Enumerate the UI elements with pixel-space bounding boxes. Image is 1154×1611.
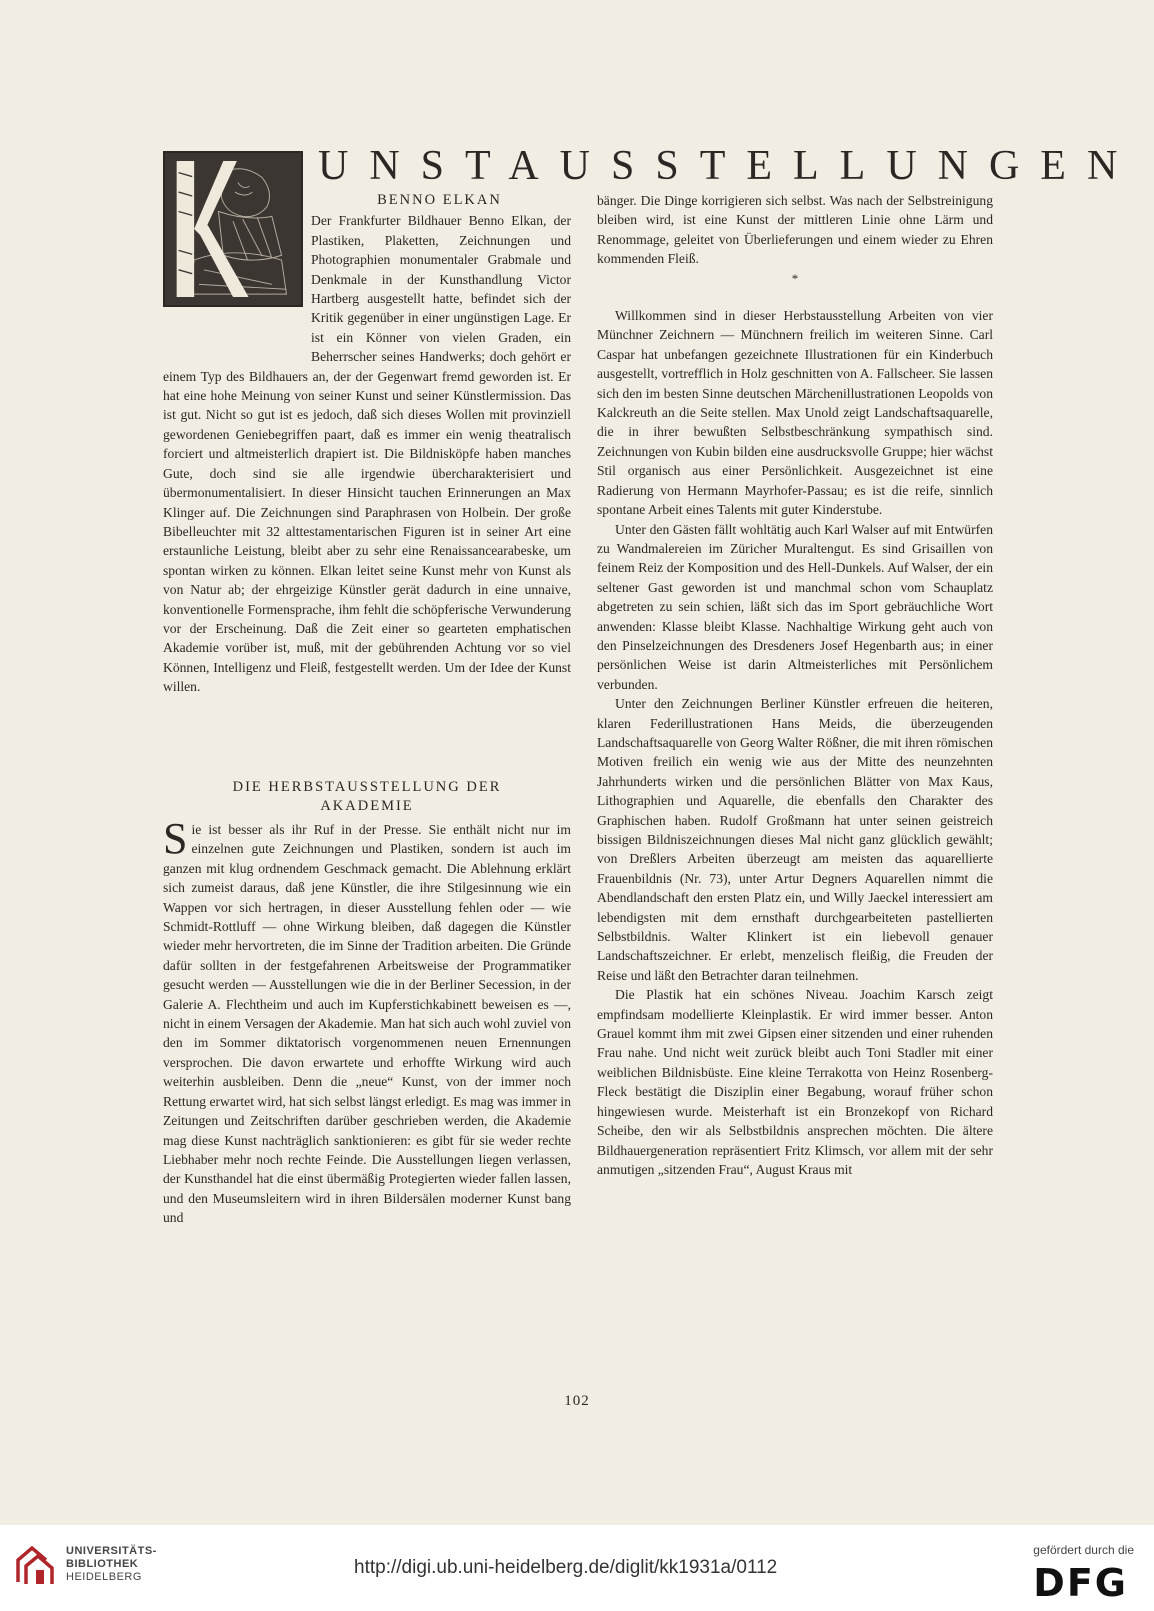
left-column-top: [163, 191, 571, 697]
article-paragraph: [163, 814, 571, 1228]
page-number: 102: [564, 1393, 590, 1409]
library-name-line: UNIVERSITÄTS-: [66, 1545, 157, 1557]
article-paragraph: bänger. Die Dinge korrigieren sich selbst. Was nach der Selbstreinigung bleiben wird, ist eine Kunst der mittleren Linie ohne Lärm und Renommage, geleitet von Überlieferungen und einem wieder zu Ehren kommenden Fleiß.: [597, 193, 993, 267]
left-column-bottom: [163, 814, 571, 1228]
section-heading-line: AKADEMIE: [320, 798, 414, 814]
initial-letter: S: [163, 814, 188, 863]
article-paragraph: Die Plastik hat ein schönes Niveau. Joachim Karsch zeigt empfindsam modellierte Kleinplastik. Er wird immer besser. Anton Grauel kommt ihm mit zwei Gipsen einer sitzenden und einer ruhenden Frau nahe. Und nicht weit zurück bleibt auch Toni Stadler mit einer weiblichen Bildnisbüste. Eine kleine Terrakotta von Heinz Rosenberg-Fleck bestätigt die Disziplin einer Begabung, worauf früher schon hingewiesen wurde. Meisterhaft ist ein Bronzekopf von Richard Scheibe, den wir als Selbstbildnis ansprechen möchten. Die ältere Bildhauergeneration repräsentiert Fritz Klimsch, vor allem mit der sehr anmutigen „sitzenden Frau“, August Kraus mit: [597, 987, 993, 1177]
university-library-logo-icon: [12, 1542, 60, 1590]
funding-note: gefördert durch die: [1033, 1543, 1134, 1557]
library-name-line: BIBLIOTHEK: [66, 1558, 139, 1570]
section-heading-line: DIE HERBSTAUSSTELLUNG DER: [232, 779, 502, 795]
dfg-logo: DFG: [1033, 1561, 1128, 1605]
article-paragraph: Unter den Gästen fällt wohltätig auch Karl Walser auf mit Entwürfen zu Wandmalereien im Züricher Muraltengut. Es sind Grisaillen von feinem Reiz der Komposition und des Hell-Dunkels. Auf Walser, der ein seltener Gast geworden ist und manchmal schon vom Schauplatz abgetreten zu sein schien, läßt sich das im Sport gebräuchliche Wort anwenden: Klasse bleibt Klasse. Nachhaltige Wirkung geht auch von den Pinselzeichnungen des Dresdeners Josef Hegenbarth aus; in einer persönlichen Weise ist darin Altmeisterliches mit Persönlichem verbunden.: [597, 521, 993, 692]
section-heading-herbstausstellung: [163, 778, 571, 816]
library-name: [66, 1545, 157, 1584]
main-title: UNSTAUSSTELLUNGEN: [318, 143, 1139, 189]
digitization-footer: [0, 1525, 1154, 1611]
library-name-line: HEIDELBERG: [66, 1571, 142, 1583]
paragraph-text: ie ist besser als ihr Ruf in der Presse. Sie enthält nicht nur im einzelnen gute Zeichnungen und Plastiken, sondern ist auch im ganzen mit klug ordnendem Geschmack gemacht. Die Ablehnung erklärt sich zumeist daraus, daß jene Künstler, die ihre Stilgesinnung wie ein Wappen vor sich hertragen, in dieser Ausstellung fehlen oder — wie Schmidt-Rottluff — ohne Wirkung bleiben, daß dagegen die Künstler wieder mehr hervortreten, die im Sinne der Tradition arbeiten. Die Gründe dafür sollten in der festgefahrenen Arbeitsweise der Programmatiker gesucht werden — Ausstellungen wie die in der Berliner Secession, in der Galerie A. Flechtheim und auch im Kupferstichkabinett beweisen es —, nicht in einem Versagen der Akademie. Man hat sich auch wohl zuviel von den im Sommer diktatorisch vorgenommenen neuen Ernennungen versprochen. Die davon erwartete und erhoffte Wirkung wird auch weiterhin ausbleiben. Denn die „neue“ Kunst, von der immer noch Rettung erwartet wird, hat sich selbst längst erledigt. Es mag was immer in Zeitungen und Zeitschriften darüber geschrieben werden, die Akademie mag diese Kunst nachträglich sanktionieren: es gibt für sie weder rechte Liebhaber mehr noch rechte Feinde. Die Ausstellungen liegen verlassen, der Kunsthandel hat die einst übermäßig Protegierten wieder fallen lassen, und den Museumsleitern wird in ihren Bildersälen moderner Kunst bang und: [163, 822, 571, 1226]
section-separator: *: [791, 270, 799, 286]
article-paragraph: Willkommen sind in dieser Herbstausstellung Arbeiten von vier Münchner Zeichnern — Münchnern freilich im weiteren Sinne. Carl Caspar hat unbefangen gezeichnete Illustrationen für ein Kinderbuch ausgestellt, vortrefflich in Holz geschnitten von A. Fallscheer. Sie lassen sich den im besten Sinne deutschen Märchenillustrationen Leopolds von Kalckreuth an die Seite stellen. Max Unold zeigt Landschaftsaquarelle, die in ihrer bewußten Selbstbeschränkung sympathisch sind. Zeichnungen von Kubin bilden eine ausdrucksvolle Gruppe; hier wächst Stil organisch aus einer Persönlichkeit. Ausgezeichnet ist eine Radierung von Hermann Mayrhofer-Passau; es ist die reife, sinnlich spontane Arbeit eines Talents mit guter Kinderstube.: [597, 308, 993, 518]
article-paragraph: Der Frankfurter Bildhauer Benno Elkan, der Plastiken, Plaketten, Zeichnungen und Photographien monumentaler Grabmale und Denkmale in der Kunsthandlung Victor Hartberg ausgestellt hatte, befindet sich der Kritik gegenüber in einer ungünstigen Lage. Er ist ein Könner von vielen Graden, ein Beherrscher seines Handwerks; doch gehört er einem Typ des Bildhauers an, der der Gegenwart fremd geworden ist. Er hat eine hohe Meinung von seiner Kunst und seiner Künstlermission. Das ist gut. Nicht so gut ist es jedoch, daß sich dieses Wollen mit provinziell gewordenen Geniebegriffen paart, daß es immer ein wenig theatralisch forciert und altmeisterlich drapiert ist. Die Bildnisköpfe haben manches Gute, doch sind sie alle irgendwie übercharakterisiert und übermonumentalisiert. In dieser Hinsicht tauchen Erinnerungen an Max Klinger auf. Die Zeichnungen sind Paraphrasen von Holbein. Der große Bibelleuchter mit 32 alttestamentarischen Figuren ist in seiner Art eine erstaunliche Leistung, bleibt aber zu sehr eine Renaissancearabeske, um spontan wirken zu können. Elkan leitet seine Kunst mehr von Kunst als von Natur ab; der ehrgeizige Künstler gerät dadurch in eine unnaive, konventionelle Formensprache, ihm fehlt die schöpferische Verwunderung vor der Erscheinung. Daß die Zeit einer so gearteten emphatischen Akademie vorüber ist, muß, mit der gebührenden Achtung vor so viel Können, Intelligenz und Fleiß, festgestellt werden. Um der Idee der Kunst willen.: [163, 213, 571, 695]
section-heading-benno-elkan: BENNO ELKAN: [377, 192, 502, 208]
article-paragraph: Unter den Zeichnungen Berliner Künstler erfreuen die heiteren, klaren Federillustrationen Hans Meids, die überzeugenden Landschaftsaquarelle von Georg Walter Rößner, die mit ihren römischen Motiven freilich ein wenig wie aus der Mitte des neunzehnten Jahrhunderts wirken und die persönlichen Blätter von Max Kaus, Lithographien und Aquarelle, die ebenfalls den Charakter des Graphischen haben. Rudolf Großmann hat unter seinen geistreich bissigen Bildniszeichnungen dieses Mal nicht ganz glücklich gewählt; von Dreßlers Arbeiten überzeugt am meisten das aquarellierte Frauenbildnis (Nr. 73), unter Artur Degners Aquarellen nimmt die Abendlandschaft den ersten Platz ein, und Willy Jaeckel interessiert am lebendigsten mit dem ernsthaft durchgearbeiteten pastellierten Selbstbildnis. Walter Klinkert ist ein liebevoll genauer Landschaftszeichner. Er erlebt, menzelisch fleißig, die Freuden der Reise und läßt den Betrachter daran teilnehmen.: [597, 696, 993, 983]
right-column: [597, 191, 993, 1179]
permalink-url[interactable]: http://digi.ub.uni-heidelberg.de/diglit/kk1931a/0112: [354, 1557, 778, 1578]
